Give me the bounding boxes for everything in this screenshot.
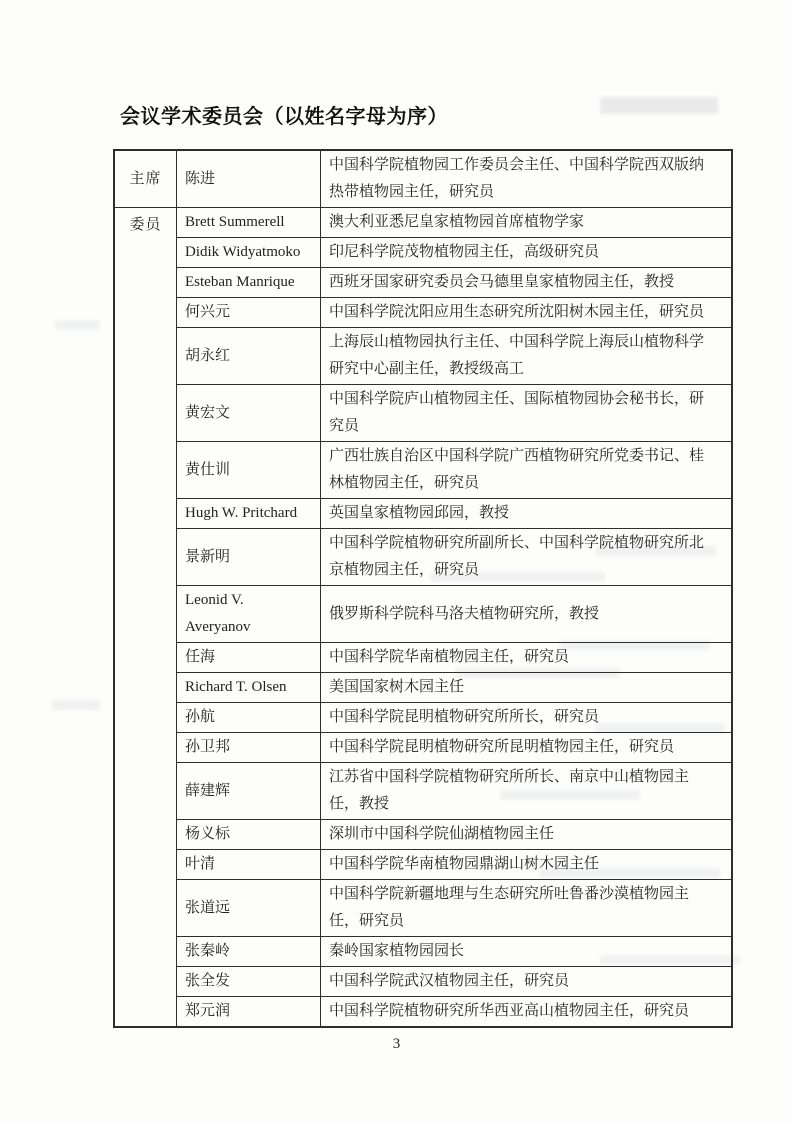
member-row (177, 819, 731, 849)
member-name-cell: Leonid V. Averyanov (177, 586, 321, 642)
member-description-cell: 秦岭国家植物园园长 (329, 943, 465, 959)
member-row (177, 441, 731, 498)
member-name-cell: 何兴元 (177, 298, 321, 327)
member-name-cell: 孙航 (177, 703, 321, 732)
committee-table (113, 149, 733, 1028)
member-row (177, 237, 731, 267)
member-row (177, 208, 731, 237)
member-name-cell: 景新明 (177, 529, 321, 585)
member-row (177, 936, 731, 966)
member-name-cell: 黄宏文 (177, 385, 321, 441)
chair-role-cell: 主席 (115, 151, 177, 207)
member-name-cell: 孙卫邦 (177, 733, 321, 762)
chair-name-cell: 陈进 (177, 151, 321, 207)
members-block (115, 208, 731, 1026)
member-name-cell: Hugh W. Pritchard (177, 499, 321, 528)
member-name-cell: 薛建辉 (177, 763, 321, 819)
members-role-cell: 委员 (115, 208, 177, 1026)
member-name-cell: 张道远 (177, 880, 321, 936)
member-name-cell: 黄仕训 (177, 442, 321, 498)
member-row (177, 672, 731, 702)
member-row (177, 498, 731, 528)
member-row (177, 849, 731, 879)
member-description-cell: 中国科学院昆明植物研究所昆明植物园主任，研究员 (329, 739, 675, 755)
member-row (177, 762, 731, 819)
member-description-cell: 中国科学院华南植物园主任，研究员 (329, 649, 570, 665)
member-description-cell: 中国科学院新疆地理与生态研究所吐鲁番沙漠植物园主任，研究员 (329, 886, 690, 929)
member-description-cell: 印尼科学院茂物植物园主任，高级研究员 (329, 244, 600, 260)
member-name-cell: Didik Widyatmoko (177, 238, 321, 267)
member-row (177, 702, 731, 732)
member-description-cell: 上海辰山植物园执行主任、中国科学院上海辰山植物科学研究中心副主任，教授级高工 (329, 334, 705, 377)
member-row (177, 327, 731, 384)
member-description-cell: 俄罗斯科学院科马洛夫植物研究所，教授 (329, 605, 600, 622)
page-title: 会议学术委员会（以姓名字母为序） (120, 106, 448, 128)
member-name-cell: Brett Summerell (177, 208, 321, 237)
member-row (177, 642, 731, 672)
member-row (177, 267, 731, 297)
member-description-cell: 广西壮族自治区中国科学院广西植物研究所党委书记、桂林植物园主任，研究员 (329, 448, 705, 491)
page-number: 3 (392, 1036, 401, 1052)
member-description-cell: 英国皇家植物园邱园，教授 (329, 505, 510, 521)
member-name-cell: 张秦岭 (177, 937, 321, 966)
member-name-cell: Richard T. Olsen (177, 673, 321, 702)
member-row (177, 384, 731, 441)
member-description-cell: 中国科学院昆明植物研究所所长，研究员 (329, 709, 600, 725)
member-description-cell: 中国科学院植物研究所副所长、中国科学院植物研究所北京植物园主任，研究员 (329, 535, 705, 578)
member-name-cell: 叶清 (177, 850, 321, 879)
chair-description-cell: 中国科学院植物园工作委员会主任、中国科学院西双版纳热带植物园主任，研究员 (329, 157, 705, 200)
member-description-cell: 中国科学院植物研究所华西亚高山植物园主任，研究员 (329, 1003, 690, 1019)
member-name-cell: 胡永红 (177, 328, 321, 384)
bleedthrough-artifact (55, 320, 100, 330)
member-name-cell: 任海 (177, 643, 321, 672)
member-description-cell: 美国国家树木园主任 (329, 679, 465, 695)
member-description-cell: 澳大利亚悉尼皇家植物园首席植物学家 (329, 214, 585, 230)
member-description-cell: 中国科学院庐山植物园主任、国际植物园协会秘书长，研究员 (329, 391, 705, 434)
member-row (177, 996, 731, 1026)
member-name-cell: 杨义标 (177, 820, 321, 849)
member-description-cell: 中国科学院华南植物园鼎湖山树木园主任 (329, 856, 600, 872)
member-row (177, 528, 731, 585)
member-rows (177, 208, 731, 1026)
member-row (177, 966, 731, 996)
member-row (177, 879, 731, 936)
member-description-cell: 西班牙国家研究委员会马德里皇家植物园主任，教授 (329, 274, 675, 290)
member-name-cell: 张全发 (177, 967, 321, 996)
member-description-cell: 中国科学院武汉植物园主任，研究员 (329, 973, 570, 989)
member-row (177, 297, 731, 327)
member-name-cell: Esteban Manrique (177, 268, 321, 297)
member-name-cell: 郑元润 (177, 997, 321, 1026)
member-description-cell: 中国科学院沈阳应用生态研究所沈阳树木园主任，研究员 (329, 304, 705, 320)
member-description-cell: 江苏省中国科学院植物研究所所长、南京中山植物园主任，教授 (329, 769, 690, 812)
bleedthrough-artifact (52, 700, 100, 710)
page-content (113, 100, 733, 1028)
chair-row (115, 151, 731, 208)
member-description-cell: 深圳市中国科学院仙湖植物园主任 (329, 826, 555, 842)
member-row (177, 585, 731, 642)
member-row (177, 732, 731, 762)
